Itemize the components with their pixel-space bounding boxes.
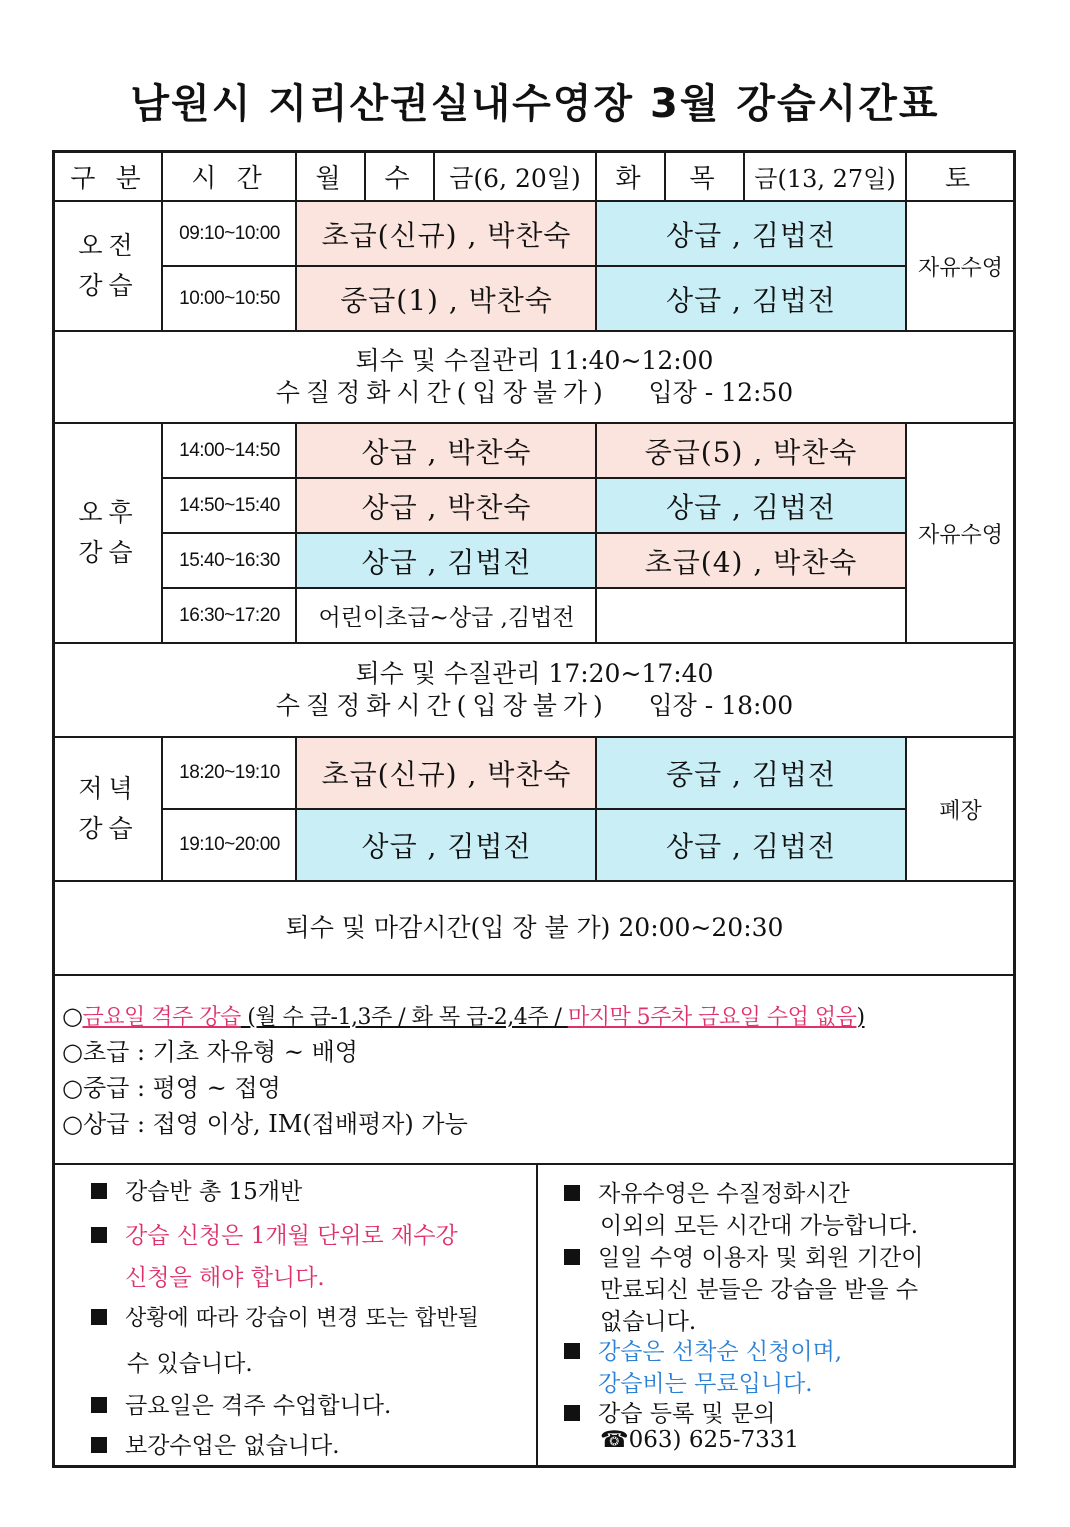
time-pm3: 15:40~16:30 <box>179 549 280 571</box>
section-morning: 오전 강습 <box>78 231 139 300</box>
break-notice-2-line1: 퇴수 및 수질관리 17:20~17:40 <box>355 659 714 688</box>
friday-note-warning: 마지막 5주차 금요일 수업 없음 <box>567 1005 857 1030</box>
left-item-1-text: 강습반 총 15개반 <box>125 1179 303 1205</box>
break-notice-1-entry: 입장 - 12:50 <box>648 378 794 407</box>
cell-pm3-mwf: 상급 , 김법전 <box>297 534 596 587</box>
left-item-5-text: 보강수업은 없습니다. <box>125 1433 340 1459</box>
cell-ev2-tt: 상급 , 김법전 <box>597 810 905 880</box>
left-item-2b: 신청을 해야 합니다. <box>125 1265 325 1291</box>
right-item-4-text: 강습 등록 및 문의 <box>598 1401 776 1427</box>
cell-pm1-mwf: 상급 , 박찬숙 <box>297 424 596 477</box>
time-ev2: 19:10~20:00 <box>179 834 280 855</box>
friday-note-close: ) <box>856 1005 865 1030</box>
right-item-1-text-a: 자유수영은 수질정화시간 <box>598 1181 850 1207</box>
left-item-3 <box>91 1301 479 1332</box>
right-item-4 <box>564 1395 775 1428</box>
header-time: 시 간 <box>191 164 268 194</box>
left-item-2 <box>91 1217 458 1250</box>
break-notice-1-line2: 수질정화시간(입장불가) <box>275 378 609 407</box>
square-bullet-icon <box>91 1227 107 1243</box>
saturday-afternoon: 자유수영 <box>917 522 1003 548</box>
break-notice-1-line1: 퇴수 및 수질관리 11:40~12:00 <box>355 346 714 375</box>
cell-am1-tt: 상급 , 김법전 <box>597 202 905 265</box>
section-afternoon: 오후 강습 <box>78 498 139 567</box>
cell-am1-mwf: 초급(신규) , 박찬숙 <box>297 202 596 265</box>
left-item-4 <box>91 1387 391 1420</box>
left-item-3b: 수 있습니다. <box>127 1351 253 1377</box>
right-item-3b: 강습비는 무료입니다. <box>598 1371 813 1397</box>
time-am1: 09:10~10:00 <box>179 222 280 244</box>
class-notes <box>62 998 1012 1142</box>
square-bullet-icon <box>564 1249 580 1265</box>
left-item-2-text-a: 강습 신청은 1개월 단위로 재수강 <box>125 1223 458 1249</box>
friday-note-detail: (월 수 금-1,3주 / 화 목 금-2,4주 / <box>240 1005 568 1030</box>
cell-pm4-mwf: 어린이초급~상급 ,김법전 <box>318 605 575 631</box>
friday-note-bullet: ○ <box>62 1002 83 1030</box>
cell-pm2-mwf: 상급 , 박찬숙 <box>297 479 596 532</box>
time-pm2: 14:50~15:40 <box>179 494 280 516</box>
header-fri1: 금(6, 20일) <box>449 163 581 193</box>
cell-ev2-mwf: 상급 , 김법전 <box>297 810 596 880</box>
friday-note-red: 금요일 격주 강습 <box>82 1005 241 1030</box>
right-item-3-text-a: 강습은 선착순 신청이며, <box>598 1339 843 1365</box>
left-item-4-text: 금요일은 격주 수업합니다. <box>125 1393 392 1419</box>
section-evening: 저녁 강습 <box>78 774 139 843</box>
break-notice-2-line2: 수질정화시간(입장불가) <box>275 691 609 720</box>
advanced-note: ○상급 : 접영 이상, IM(접배평자) 가능 <box>62 1110 468 1138</box>
square-bullet-icon <box>564 1185 580 1201</box>
square-bullet-icon <box>564 1343 580 1359</box>
header-thu: 목 <box>689 164 721 194</box>
header-category: 구 분 <box>70 164 147 194</box>
right-item-2 <box>564 1239 923 1272</box>
cell-pm4-tt <box>597 589 905 642</box>
right-item-1b: 이외의 모든 시간대 가능합니다. <box>600 1213 919 1239</box>
page-title: 남원시 지리산권실내수영장 3월 강습시간표 <box>130 81 940 127</box>
time-ev1: 18:20~19:10 <box>179 762 280 783</box>
right-item-3 <box>564 1333 842 1366</box>
cell-am2-tt: 상급 , 김법전 <box>597 267 905 330</box>
time-pm4: 16:30~17:20 <box>179 604 280 626</box>
cell-am2-mwf: 중급(1) , 박찬숙 <box>297 267 596 330</box>
cell-ev1-mwf: 초급(신규) , 박찬숙 <box>297 738 596 808</box>
header-sat: 토 <box>944 164 977 194</box>
right-item-2c: 없습니다. <box>600 1309 697 1335</box>
square-bullet-icon <box>564 1405 580 1421</box>
square-bullet-icon <box>91 1397 107 1413</box>
time-pm1: 14:00~14:50 <box>179 439 280 461</box>
friday-note <box>62 998 1012 1034</box>
right-item-2b: 만료되신 분들은 강습을 받을 수 <box>600 1277 919 1303</box>
square-bullet-icon <box>91 1183 107 1199</box>
square-bullet-icon <box>91 1309 107 1325</box>
closing-notice: 퇴수 및 마감시간(입 장 불 가) 20:00~20:30 <box>285 913 784 942</box>
break-notice-1 <box>55 332 1014 422</box>
left-item-5 <box>91 1427 340 1460</box>
cell-ev1-tt: 중급 , 김법전 <box>597 738 905 808</box>
break-notice-2-entry: 입장 - 18:00 <box>648 691 794 720</box>
left-item-3-text-a: 상황에 따라 강습이 변경 또는 합반될 <box>125 1306 479 1331</box>
time-am2: 10:00~10:50 <box>179 287 280 309</box>
cell-pm3-tt: 초급(4) , 박찬숙 <box>597 534 905 587</box>
right-info-panel <box>538 1165 1014 1465</box>
header-tue: 화 <box>615 164 647 194</box>
header-fri2: 금(13, 27일) <box>754 165 896 193</box>
phone-number: ☎063) 625-7331 <box>600 1427 800 1453</box>
beginner-note: ○초급 : 기초 자유형 ~ 배영 <box>62 1038 358 1066</box>
saturday-morning: 자유수영 <box>917 255 1003 281</box>
header-wed: 수 <box>384 164 416 194</box>
left-item-1 <box>91 1173 302 1206</box>
header-mon: 월 <box>315 164 347 194</box>
left-info-panel <box>55 1165 535 1465</box>
intermediate-note: ○중급 : 평영 ~ 접영 <box>62 1074 281 1102</box>
square-bullet-icon <box>91 1437 107 1453</box>
right-item-2-text-a: 일일 수영 이용자 및 회원 기간이 <box>598 1245 924 1271</box>
break-notice-2 <box>55 644 1014 736</box>
saturday-evening: 폐장 <box>939 798 982 824</box>
cell-pm2-tt: 상급 , 김법전 <box>597 479 905 532</box>
right-item-1 <box>564 1175 850 1208</box>
cell-pm1-tt: 중급(5) , 박찬숙 <box>597 424 905 477</box>
